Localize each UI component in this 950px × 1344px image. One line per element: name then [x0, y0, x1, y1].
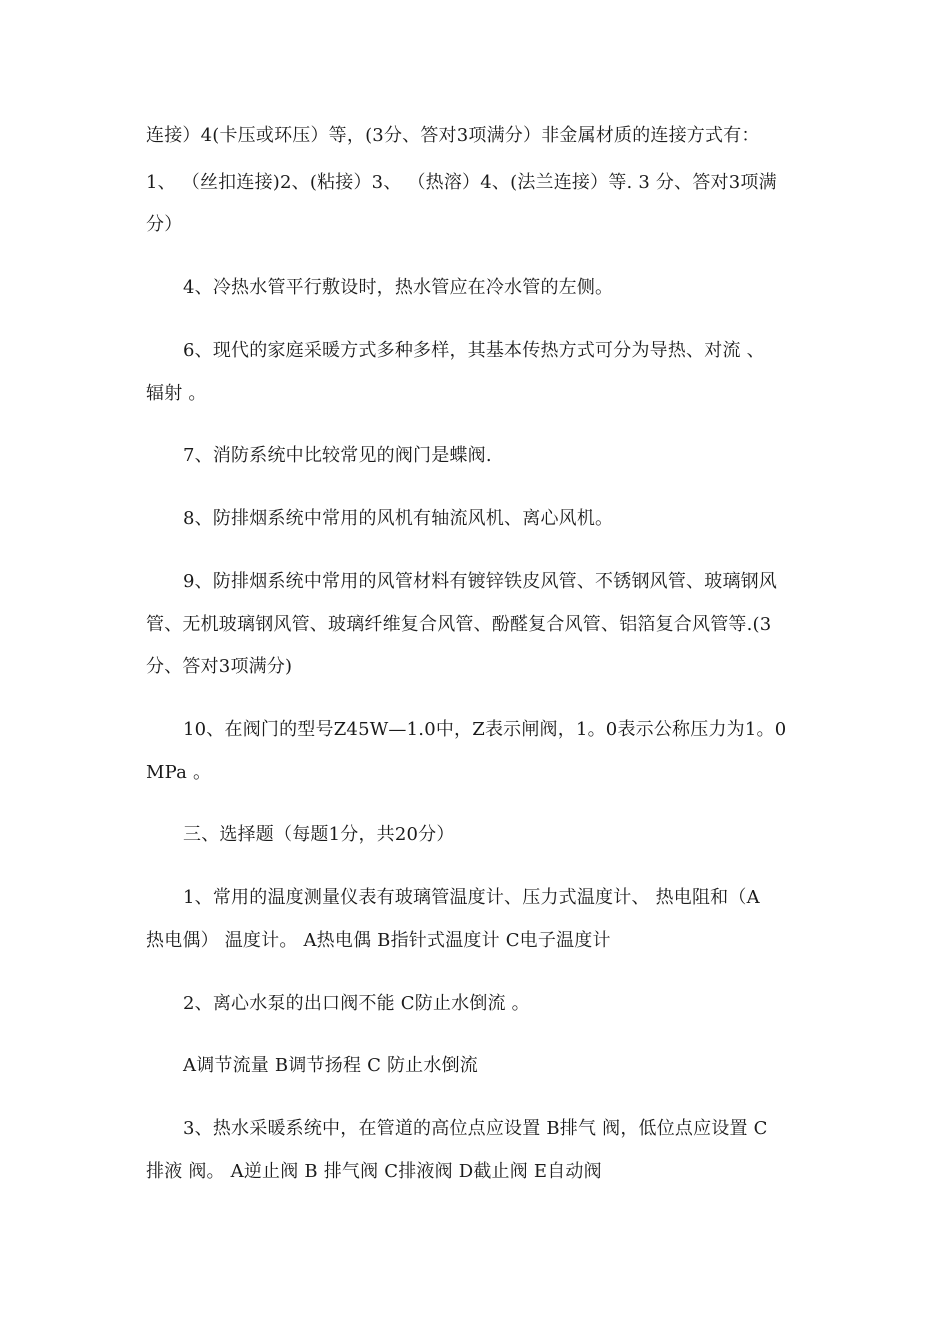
text-line: 管、无机玻璃钢风管、玻璃纤维复合风管、酚醛复合风管、铝箔复合风管等.(3 — [146, 614, 772, 635]
text-line: 4、冷热水管平行敷设时，热水管应在冷水管的左侧。 — [183, 277, 614, 298]
text-line: 连接）4(卡压或环压）等，(3分、答对3项满分）非金属材质的连接方式有： — [146, 125, 760, 146]
text-line: 排液 阀。 A逆止阀 B 排气阀 C排液阀 D截止阀 E自动阀 — [146, 1161, 602, 1182]
text-line: 7、消防系统中比较常见的阀门是蝶阀. — [183, 445, 492, 466]
text-line: 1、常用的温度测量仪表有玻璃管温度计、压力式温度计、 热电阻和（A — [183, 887, 760, 908]
text-line: 分） — [146, 214, 183, 235]
text-line: 辐射 。 — [146, 383, 207, 404]
text-line: 6、现代的家庭采暖方式多种多样，其基本传热方式可分为导热、对流 、 — [183, 340, 765, 361]
text-line: 9、防排烟系统中常用的风管材料有镀锌铁皮风管、不锈钢风管、玻璃钢风 — [183, 571, 778, 592]
text-line: 2、离心水泵的出口阀不能 C防止水倒流 。 — [183, 993, 530, 1014]
text-line: 1、 （丝扣连接)2、(粘接）3、 （热溶）4、(法兰连接）等. 3 分、答对3项满 — [146, 172, 777, 193]
section-heading: 三、选择题（每题1分，共20分） — [183, 824, 455, 845]
text-line: 热电偶） 温度计。 A热电偶 B指针式温度计 C电子温度计 — [146, 930, 611, 951]
text-line: 8、防排烟系统中常用的风机有轴流风机、离心风机。 — [183, 508, 614, 529]
text-line: 3、热水采暖系统中，在管道的高位点应设置 B排气 阀，低位点应设置 C — [183, 1118, 768, 1139]
text-line: MPa 。 — [146, 762, 212, 783]
text-line: A调节流量 B调节扬程 C 防止水倒流 — [183, 1055, 478, 1076]
text-line: 10、在阀门的型号Z45W—1.0中，Z表示闸阀，1。0表示公称压力为1。0 — [183, 719, 787, 740]
text-line: 分、答对3项满分) — [146, 656, 293, 677]
